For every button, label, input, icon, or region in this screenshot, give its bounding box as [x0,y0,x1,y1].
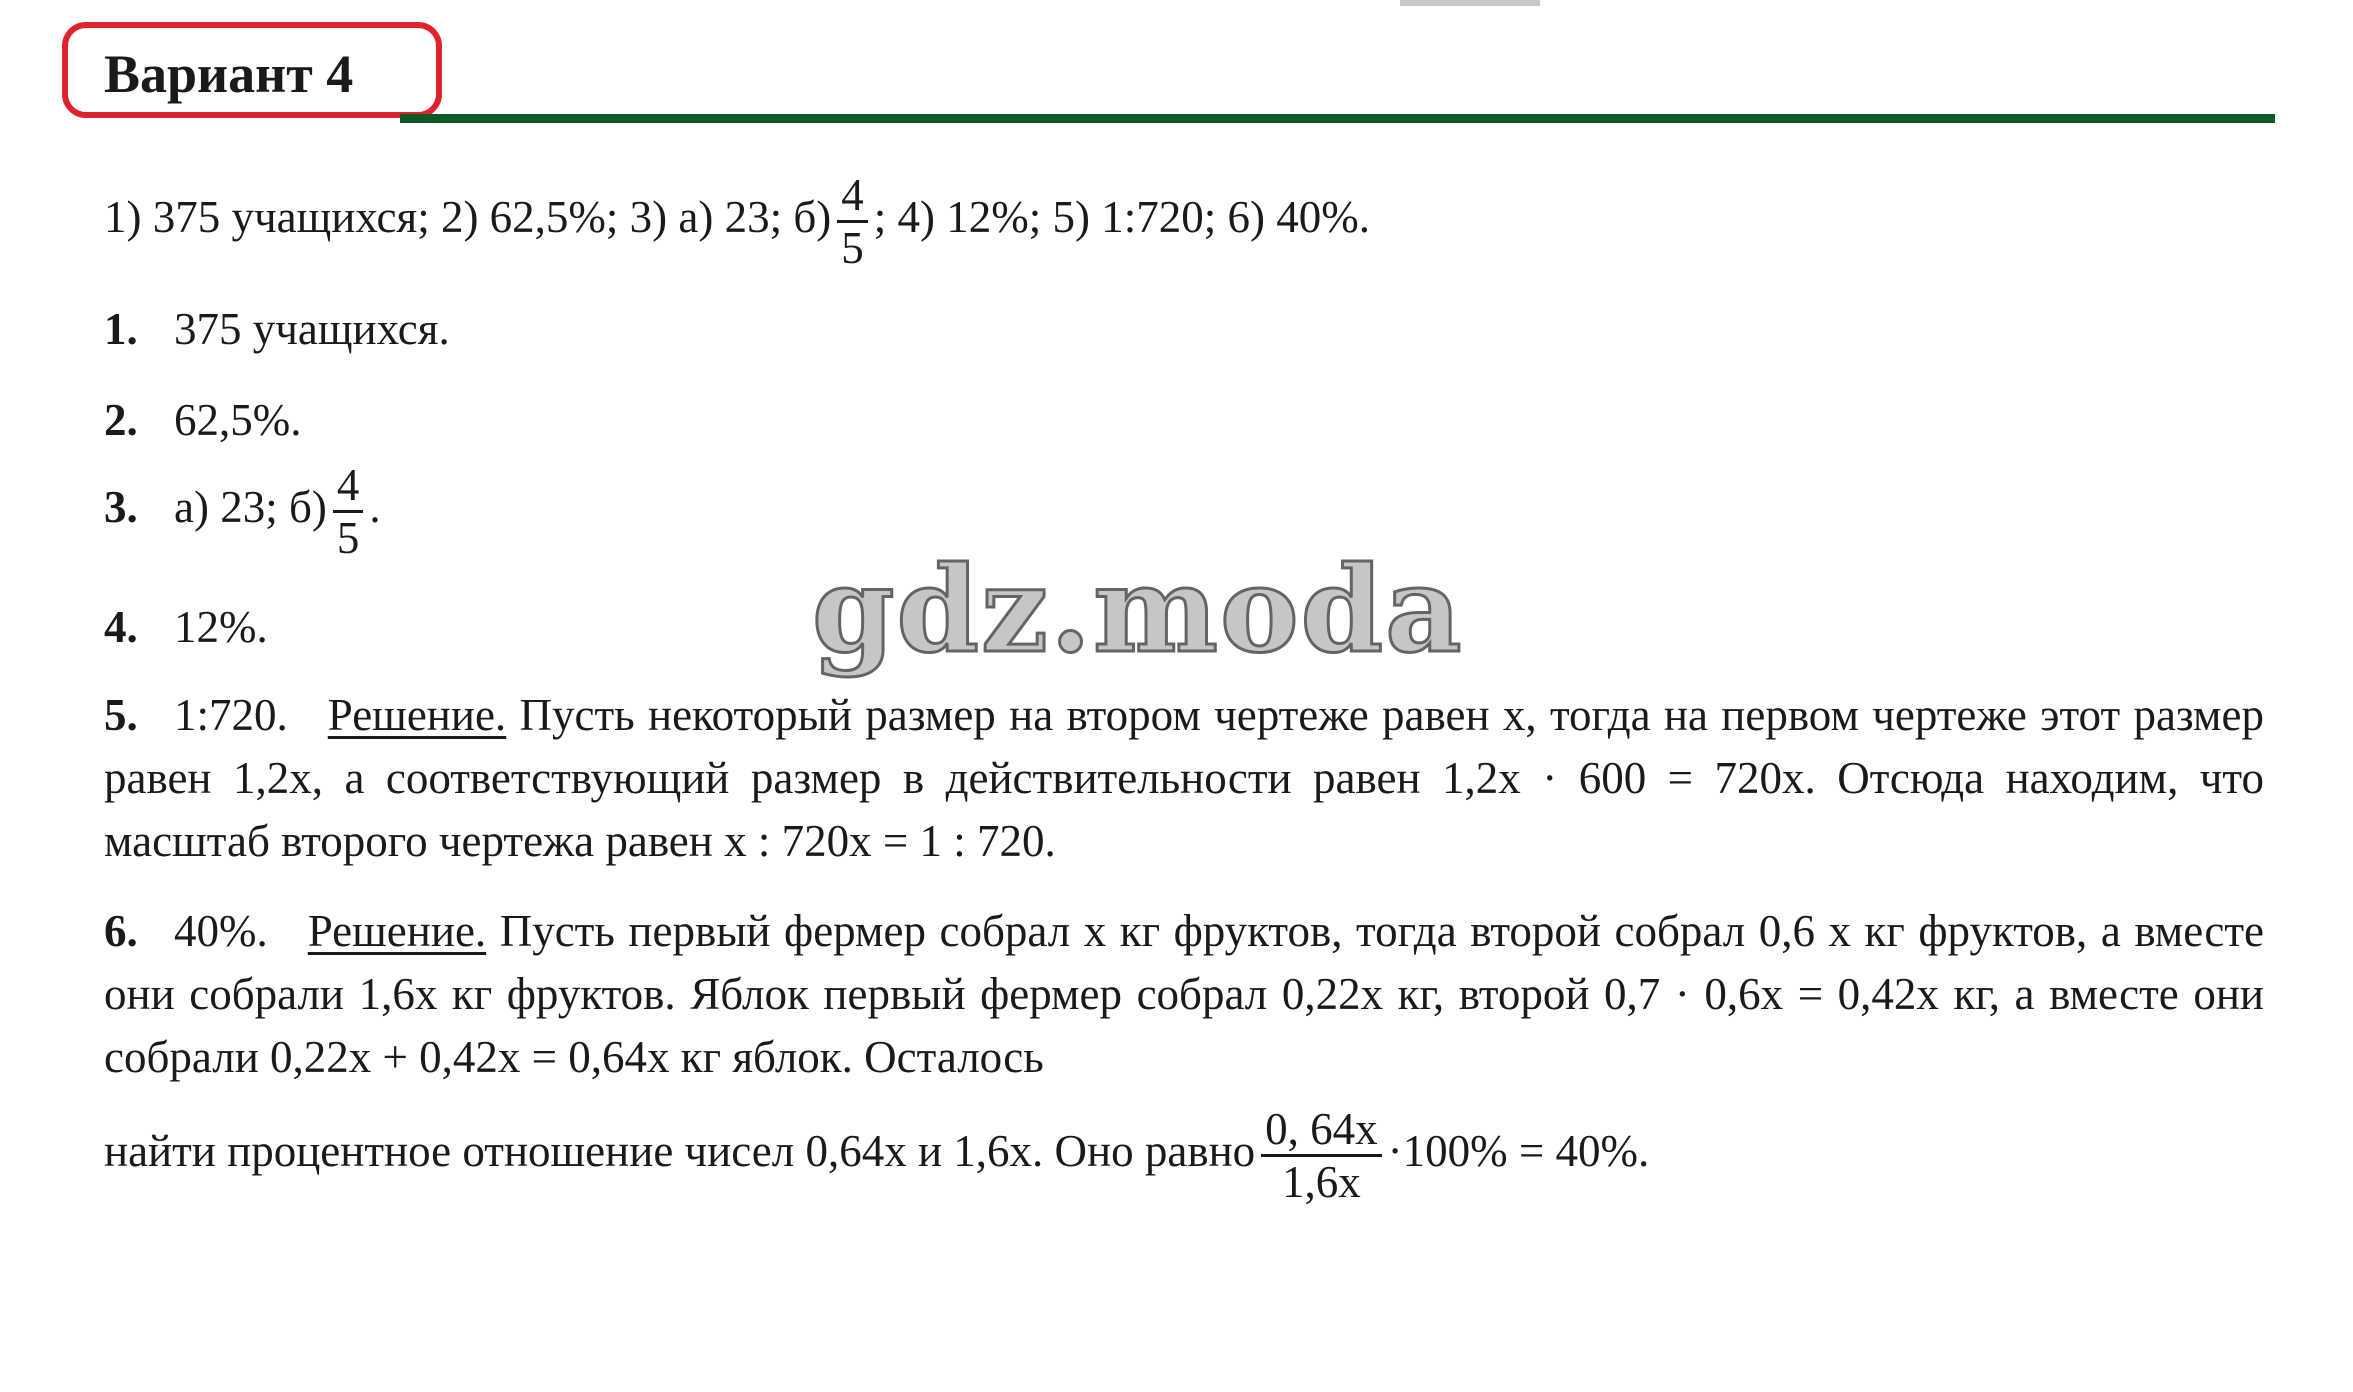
final-line-prefix: найти процентное отношение чисел 0,64x и 1,6x. Оно равно [104,1125,1256,1176]
solution-answer: 1:720. [174,690,288,740]
answer-number: 4. [104,602,138,652]
answer-number: 3. [104,481,138,532]
solution-6 [104,900,2264,1089]
solution-label: Решение. [307,906,487,956]
summary-suffix: ; 4) 12%; 5) 1:720; 6) 40%. [873,191,1370,242]
solution-text: Пусть некоторый размер на втором чертеже равен x, тогда на первом чертеже этот размер равен 1,2x, а соответствующий размер в действительности равен 1,2x · 600 = 720x. Отсюда находим, что масштаб второго чертежа равен x : 720x = 1 : 720. [104,690,2265,866]
final-line-suffix: ·100% = 40%. [1387,1125,1650,1176]
solution-number: 5. [104,690,138,740]
summary-fraction [837,170,868,273]
fraction-numerator: 4 [333,460,364,513]
watermark-logo: gdz.moda [812,540,1464,679]
answer-text: 375 учащихся. [174,304,450,354]
scan-artifact [1400,0,1540,6]
solution-6-final-line [104,1104,1649,1207]
solution-5 [104,684,2264,873]
answer-item [104,300,450,358]
fraction-denominator: 5 [336,513,360,563]
percent-fraction [1261,1104,1382,1207]
solution-text: Пусть первый фермер собрал x кг фруктов, тогда второй собрал 0,6 x кг фруктов, а вместе они собрали 1,6x кг фруктов. Яблок первый фермер собрал 0,22x кг, второй 0,7 · 0,6x = 0,42x кг, а вместе они собрали 0,22x + 0,42x = 0,64x кг яблок. Осталось [104,906,2264,1082]
answers-summary [104,170,1370,273]
solution-answer: 40%. [174,906,268,956]
answer-fraction [333,460,364,563]
fraction-denominator: 1,6x [1282,1157,1361,1207]
header-divider [400,114,2275,123]
solution-label: Решение. [327,690,507,740]
answer-text: 62,5%. [174,395,302,445]
answer-item [104,391,302,449]
answer-item [104,598,268,656]
fraction-numerator: 4 [837,170,868,223]
answer-tail: . [369,481,381,532]
answer-number: 2. [104,395,138,445]
fraction-numerator: 0, 64x [1261,1104,1382,1157]
page-title: Вариант 4 [104,44,354,104]
answer-number: 1. [104,304,138,354]
fraction-denominator: 5 [841,223,864,273]
answer-text: а) 23; б) [174,481,327,532]
answer-text: 12%. [174,602,268,652]
summary-prefix: 1) 375 учащихся; 2) 62,5%; 3) а) 23; б) [104,191,832,242]
answer-item [104,460,381,563]
solution-number: 6. [104,906,138,956]
